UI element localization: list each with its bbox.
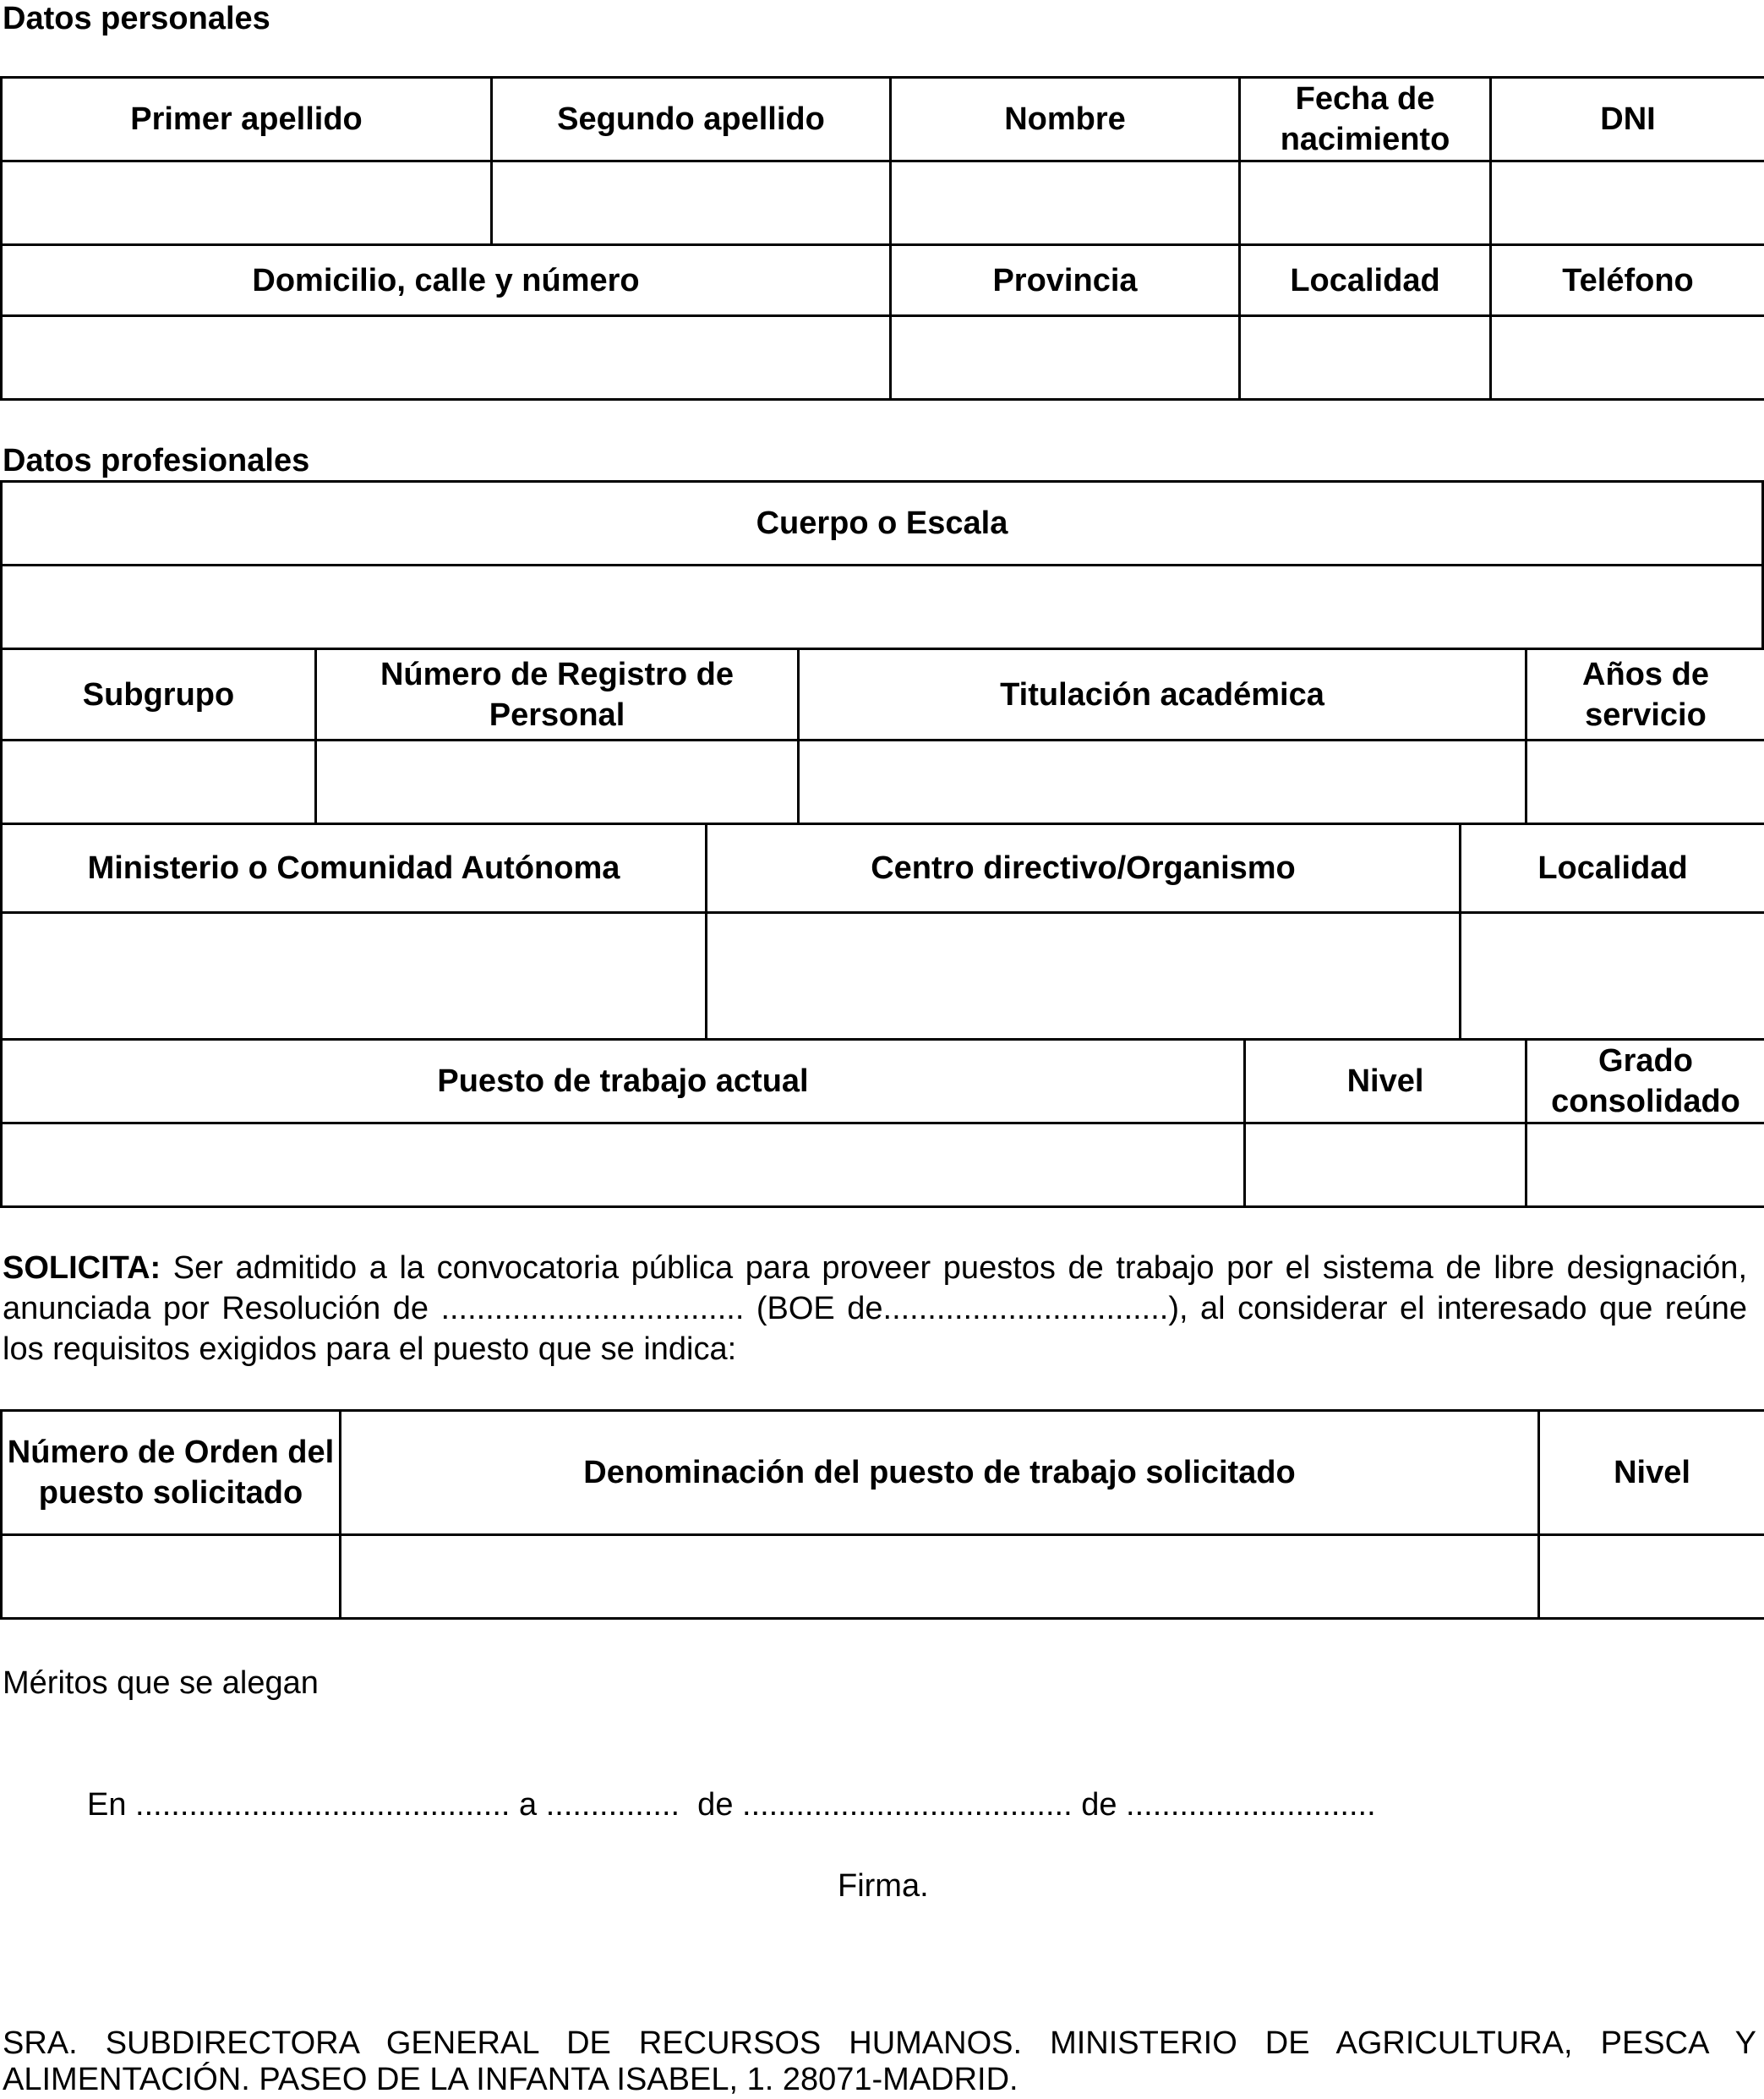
solicita-text: Ser admitido a la convocatoria pública para proveer puestos de trabajo por el sistema de libre designación, anunciada por Resolución de .................................. (BOE de................................), al considerar el interesado que reúne los requisitos exigidos para el puesto que se indica:	[3, 1250, 1747, 1367]
puesto-actual-field[interactable]	[2, 1123, 1245, 1207]
grado-consolidado-field[interactable]	[1526, 1123, 1764, 1207]
cuerpo-escala-field[interactable]	[2, 566, 1763, 649]
header-localidad-prof: Localidad	[1461, 824, 1764, 913]
centro-directivo-field[interactable]	[707, 913, 1461, 1040]
personal-data-table	[0, 76, 1764, 401]
numero-orden-field[interactable]	[2, 1535, 341, 1619]
subgrupo-field[interactable]	[2, 741, 316, 824]
section-title-personal: Datos personales	[3, 3, 270, 35]
header-segundo-apellido: Segundo apellido	[492, 78, 891, 161]
telefono-field[interactable]	[1491, 316, 1764, 400]
ministerio-field[interactable]	[2, 913, 707, 1040]
registro-personal-field[interactable]	[316, 741, 799, 824]
nivel-solicitado-field[interactable]	[1539, 1535, 1764, 1619]
addressee-line-2: ALIMENTACIÓN. PASEO DE LA INFANTA ISABEL, 1. 28071-MADRID.	[3, 2060, 1756, 2099]
fecha-nacimiento-field[interactable]	[1240, 161, 1491, 245]
domicilio-field[interactable]	[2, 316, 891, 400]
header-telefono: Teléfono	[1491, 245, 1764, 316]
titulacion-field[interactable]	[799, 741, 1526, 824]
header-anos-servicio: Años de servicio	[1526, 649, 1764, 741]
addressee-line-1: SRA. SUBDIRECTORA GENERAL DE RECURSOS HUMANOS. MINISTERIO DE AGRICULTURA, PESCA Y	[3, 2024, 1756, 2063]
header-cuerpo-escala: Cuerpo o Escala	[2, 482, 1763, 566]
primer-apellido-field[interactable]	[2, 161, 492, 245]
nivel-field[interactable]	[1245, 1123, 1526, 1207]
requested-position-table	[0, 1409, 1764, 1620]
anos-servicio-field[interactable]	[1526, 741, 1764, 824]
section-title-professional: Datos profesionales	[3, 445, 309, 477]
header-dni: DNI	[1491, 78, 1764, 161]
header-grado-consolidado: Grado consolidado	[1526, 1040, 1764, 1123]
denominacion-field[interactable]	[341, 1535, 1539, 1619]
header-nivel-solicitado: Nivel	[1539, 1411, 1764, 1535]
solicita-paragraph	[3, 1248, 1747, 1369]
header-nombre: Nombre	[891, 78, 1240, 161]
header-centro-directivo: Centro directivo/Organismo	[707, 824, 1461, 913]
localidad-prof-field[interactable]	[1461, 913, 1764, 1040]
header-nivel: Nivel	[1245, 1040, 1526, 1123]
header-fecha-nacimiento: Fecha de nacimiento	[1240, 78, 1491, 161]
header-provincia: Provincia	[891, 245, 1240, 316]
header-domicilio: Domicilio, calle y número	[2, 245, 891, 316]
header-primer-apellido: Primer apellido	[2, 78, 492, 161]
nombre-field[interactable]	[891, 161, 1240, 245]
dni-field[interactable]	[1491, 161, 1764, 245]
professional-data-table	[0, 480, 1764, 1208]
header-localidad: Localidad	[1240, 245, 1491, 316]
localidad-field[interactable]	[1240, 316, 1491, 400]
header-puesto-actual: Puesto de trabajo actual	[2, 1040, 1245, 1123]
header-numero-orden: Número de Orden del puesto solicitado	[2, 1411, 341, 1535]
header-subgrupo: Subgrupo	[2, 649, 316, 741]
signature-label: Firma.	[838, 1870, 929, 1902]
header-denominacion: Denominación del puesto de trabajo solicitado	[341, 1411, 1539, 1535]
date-line: En .......................................... a ............... de ..................................... de ............................	[87, 1789, 1376, 1821]
meritos-label: Méritos que se alegan	[3, 1667, 319, 1699]
header-ministerio: Ministerio o Comunidad Autónoma	[2, 824, 707, 913]
provincia-field[interactable]	[891, 316, 1240, 400]
segundo-apellido-field[interactable]	[492, 161, 891, 245]
header-registro-personal: Número de Registro de Personal	[316, 649, 799, 741]
header-titulacion: Titulación académica	[799, 649, 1526, 741]
solicita-lead: SOLICITA:	[3, 1250, 161, 1286]
